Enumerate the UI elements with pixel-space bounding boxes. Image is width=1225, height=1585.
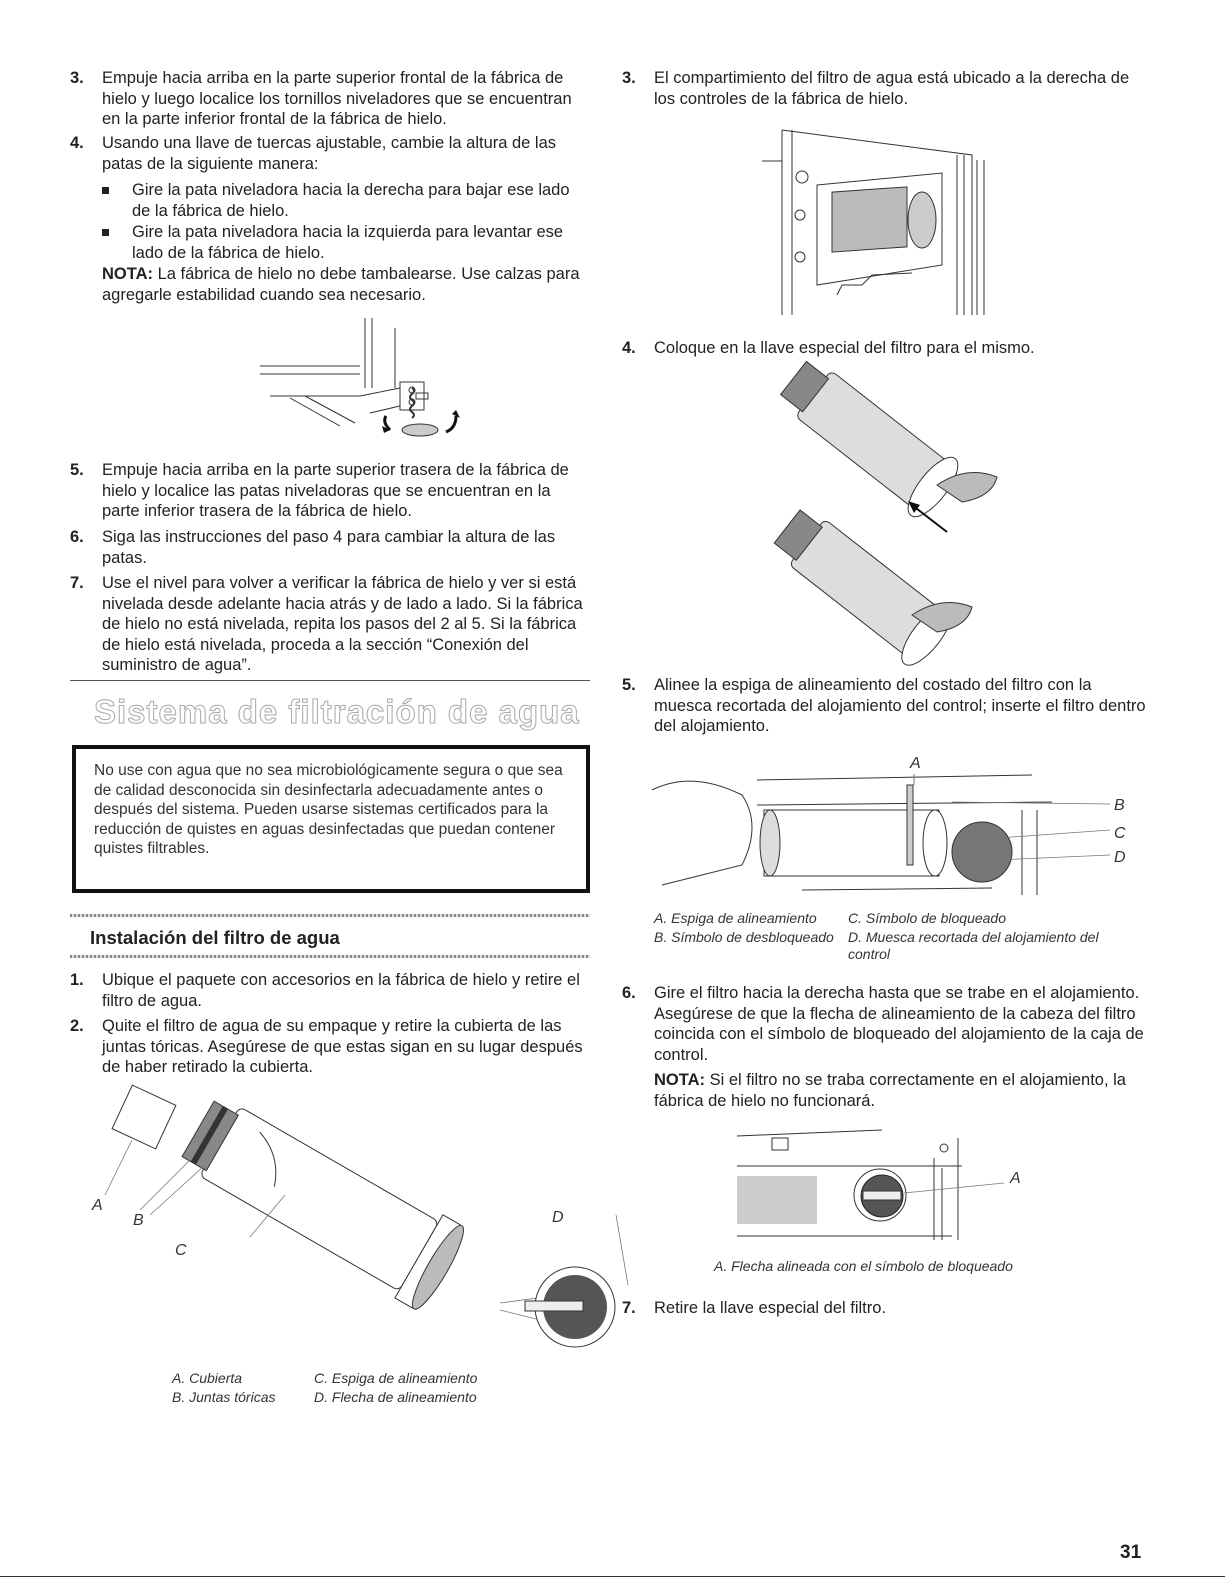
step-3-right: 3. El compartimiento del filtro de agua está ubicado a la derecha de los controles de la fábrica de hielo.: [622, 69, 1130, 108]
fig3-label-a: A: [1010, 1170, 1021, 1187]
step-4-right: 4. Coloque en la llave especial del filtro para el mismo.: [622, 339, 1035, 357]
warning-text: No use con agua que no sea microbiológicamente segura o que sea de calidad desconocida sin desinfectarla adecuadamente antes o después del sistema. Pueden usarse sistemas certificados para la reducción de quistes en aguas desinfectadas que puedan contener quistes filtrables.: [94, 762, 563, 857]
fig1-label-b: B: [133, 1212, 144, 1229]
fig1-caption-a: A. Cubierta: [172, 1370, 243, 1386]
leveling-leg-illustration: [250, 318, 480, 448]
page-number: 31: [1120, 1542, 1142, 1563]
fig1-caption-d: D. Flecha de alineamiento: [314, 1389, 477, 1405]
filter-compartment-illustration: [762, 125, 1022, 325]
fig2-caption-d: D. Muesca recortada del alojamiento del control: [848, 929, 1099, 962]
fig1-caption-c: C. Espiga de alineamiento: [314, 1370, 478, 1386]
step-1-left: 1. Ubique el paquete con accesorios en la fábrica de hielo y retire el filtro de agua.: [70, 971, 580, 1010]
filter-wrench-illustration: [762, 365, 1022, 655]
step-4-left: 4. Usando una llave de tuercas ajustable, cambie la altura de las patas de la siguiente manera:: [70, 134, 557, 173]
bottom-rule: [0, 1576, 1225, 1577]
filter-insertion-illustration: [652, 750, 1132, 900]
note-wobble: NOTA: La fábrica de hielo no debe tambalearse. Use calzas para agregarle estabilidad cuando sea necesario.: [102, 265, 580, 304]
section-divider: [70, 680, 590, 681]
subhead-rule-top: [70, 914, 590, 917]
warning-box: [72, 745, 590, 893]
fig1-label-d: D: [552, 1209, 564, 1226]
section-title: Sistema de filtración de agua: [94, 693, 580, 730]
step-7-right: 7. Retire la llave especial del filtro.: [622, 1299, 887, 1317]
step-6-right: 6. Gire el filtro hacia la derecha hasta que se trabe en el alojamiento. Asegúrese de que la flecha de alineamiento de la cabeza del filtro coincida con el símbolo de bloqueado del alojamiento de la caja de control.: [622, 984, 1144, 1064]
fig2-label-b: B: [1114, 797, 1125, 814]
bullet-square: [102, 229, 109, 236]
fig1-caption-b: B. Juntas tóricas: [172, 1389, 276, 1405]
fig2-label-a: A: [910, 755, 921, 772]
step-5-right: 5. Alinee la espiga de alineamiento del costado del filtro con la muesca recortada del alojamiento del control; inserte el filtro dentro del alojamiento.: [622, 676, 1146, 735]
fig1-label-a: A: [92, 1197, 103, 1214]
bullet-square: [102, 187, 109, 194]
fig1-label-c: C: [175, 1242, 187, 1259]
step-5-left: 5. Empuje hacia arriba en la parte superior trasera de la fábrica de hielo y localice las patas niveladoras que se encuentran en la parte inferior trasera de la fábrica de hielo.: [70, 461, 569, 520]
bullet-lower: Gire la pata niveladora hacia la derecha para bajar ese lado de la fábrica de hielo.: [102, 180, 572, 221]
step-6-left: 6. Siga las instrucciones del paso 4 para cambiar la altura de las patas.: [70, 528, 556, 567]
fig2-label-d: D: [1114, 849, 1126, 866]
note-lock: NOTA: Si el filtro no se traba correctamente en el alojamiento, la fábrica de hielo no funcionará.: [654, 1071, 1126, 1110]
step-2-left: 2. Quite el filtro de agua de su empaque y retire la cubierta de las juntas tóricas. Asegúrese de que estas sigan en su lugar después de haber retirado la cubierta.: [70, 1017, 583, 1076]
fig2-label-c: C: [1114, 825, 1126, 842]
fig2-caption-b: B. Símbolo de desbloqueado: [654, 929, 834, 945]
bullet-raise: Gire la pata niveladora hacia la izquierda para levantar ese lado de la fábrica de hielo.: [102, 222, 572, 263]
fig2-caption-c: C. Símbolo de bloqueado: [848, 910, 1006, 926]
subhead-rule-bottom: [70, 955, 590, 958]
filter-locked-illustration: [732, 1128, 1032, 1243]
fig3-caption: A. Flecha alineada con el símbolo de bloqueado: [714, 1258, 1013, 1274]
fig2-caption-a: A. Espiga de alineamiento: [654, 910, 817, 926]
filter-cover-illustration: [80, 1085, 590, 1355]
step-7-left: 7. Use el nivel para volver a verificar la fábrica de hielo y ver si está nivelada desde adelante hacia atrás y de lado a lado. Si la fábrica de hielo no está nivelada, repita los pasos del 2 al 5. Si la fábrica de hielo está nivelada, proceda a la sección “Conexión del suministro de agua”.: [70, 574, 583, 674]
step-3-left: 3. Empuje hacia arriba en la parte superior frontal de la fábrica de hielo y luego localice los tornillos niveladores que se encuentran en la parte inferior frontal de la fábrica de hielo.: [70, 69, 572, 128]
subhead-filter-install: Instalación del filtro de agua: [90, 927, 340, 948]
